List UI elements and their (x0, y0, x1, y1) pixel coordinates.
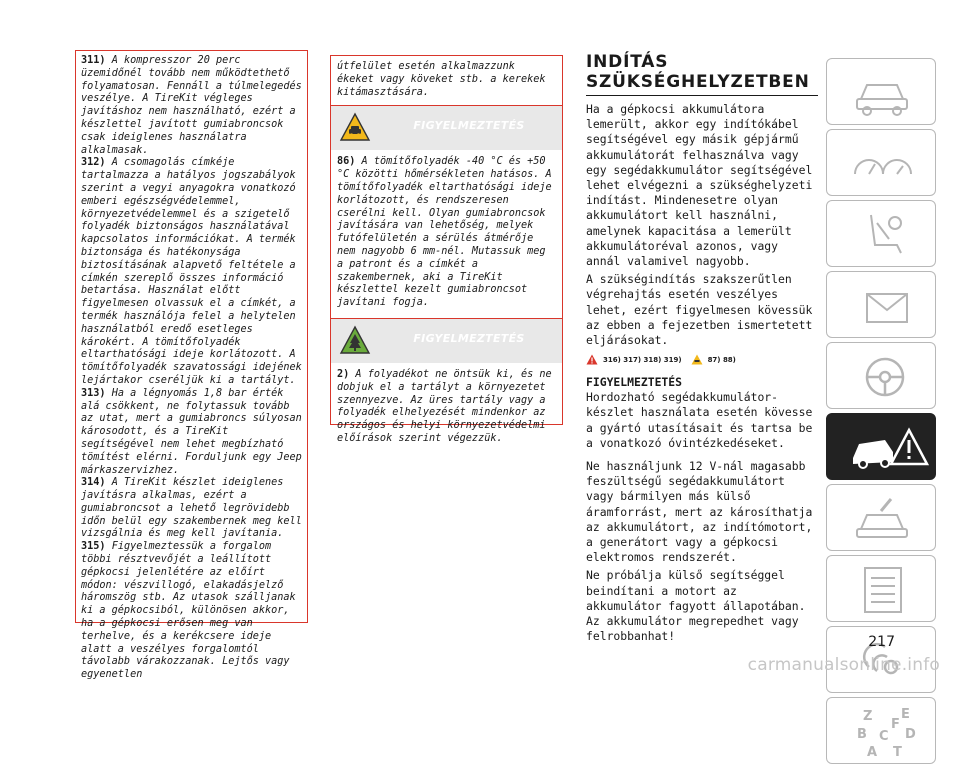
warnings-box-middle (330, 55, 563, 444)
paragraph: A szükségindítás szakszerűtlen végrehajtás esetén veszélyes lehet, ezért figyelmesen kövessük az ebben a fejezetben ismertetett eljárásokat. (586, 272, 813, 348)
warning-item: 311) A kompresszor 20 perc üzemidőnél tovább nem működtethető folyamatosan. Fennáll a túlmelegedés veszélye. A TireKit végleges javításhoz nem használható, ezért a készlettel javított gumiabroncsok csak ideiglenes használatra alkalmasak. (81, 55, 302, 156)
caution-title: FIGYELMEZTETÉS (413, 331, 525, 345)
caution-header (331, 319, 562, 363)
chapter-tab-safety[interactable] (826, 200, 936, 267)
steering-wheel-icon (827, 343, 937, 410)
chapter-tab-driving[interactable] (826, 342, 936, 409)
wrench-car-icon (827, 485, 937, 552)
chapter-tab-messages[interactable] (826, 271, 936, 338)
chapter-tab-index[interactable] (826, 697, 936, 764)
caution-references: 87) 88) (707, 355, 736, 364)
warning-item: 315) Figyelmeztessük a forgalom többi résztvevőjét a leállított gépkocsi jelenlétére az előírt módon: vészvillogó, elakadásjelző háromszög stb. Az utasok szálljanak ki a gépkocsiból, különösen akkor, ha a gépkocsi erősen meg van terhelve, és a kerékcsere ideje alatt a veszélyes forgalomtól távolabb várakozzanak. Lejtős vagy egyenetlen (81, 541, 296, 681)
index-letter: A (867, 745, 878, 760)
index-letter: F (891, 717, 900, 732)
warning-item: 313) Ha a légnyomás 1,8 bar érték alá csökkent, ne folytassuk tovább az utat, mert a gumiabroncs súlyosan károsodott, és a TireKit segítségével nem lehet megbízható tömítést elérni. Forduljunk egy Jeep márkaszervizhez. (81, 387, 302, 476)
subsection-heading: FIGYELMEZTETÉS (586, 375, 683, 390)
chapter-tab-instruments[interactable] (826, 129, 936, 196)
watermark: carmanualsonline.info (747, 655, 940, 675)
subsection-body (586, 390, 818, 644)
paragraph: Ne használjunk 12 V-nál magasabb feszültségű segédakkumulátort vagy bármilyen más külső áramforrást, mert az károsíthatja az akkumulátort, az indítómotort, a generátort vagy a gépkocsi elektromos rendszerét. (586, 459, 813, 565)
alphabetical-index-icon (827, 698, 937, 765)
seat-safety-icon (827, 201, 937, 268)
warning-item: 312) A csomagolás címkéje tartalmazza a hatályos jogszabályok szerint a vegyi anyagokra vonatkozó emberi egészségvédelemmel, környezetvédelemmel és a szigetelő folyadék biztonságos használatával kapcsolatos információkat. A termék biztonsága és hatékonysága biztosításának alapvető feltétele a címkén szereplő összes információ betartása. Használat előtt figyelmesen olvassuk el a címkét, a termék használója felel a helytelen használatból eredő esetleges károkért. A tömítőfolyadék eltarthatósági ideje korlátozott. A tömítőfolyadék szavatossági idejének lejártakor cseréljük ki a tartályt. (81, 157, 302, 386)
index-letter: C (879, 729, 889, 744)
index-letter: B (857, 727, 867, 742)
index-letter: D (905, 727, 916, 742)
paragraph: Hordozható segédakkumulátor-készlet használata esetén kövesse a gyártó utasításait és tartsa be a vonatkozó óvintézkedéseket. (586, 390, 813, 450)
caution-body: 2) A folyadékot ne öntsük ki, és ne dobjuk el a tartályt a környezetet szennyezve. Az üres tartály vagy a folyadék elhelyezését mindenkor az országos és helyi környezetvédelmi előírások szerint végezzük. (337, 368, 552, 444)
warning-item: 314) A TireKit készlet ideiglenes javításra alkalmas, ezért a gumiabroncsot a lehető legrövidebb időn belül egy szakembernek meg kell vizsgálnia és meg kell javítania. (81, 477, 302, 540)
tree-environment-icon (339, 325, 371, 355)
section-title: INDÍTÁS SZÜKSÉGHELYZETBEN (586, 52, 818, 96)
paragraph: Ha a gépkocsi akkumulátora lemerült, akkor egy indítókábel segítségével egy másik gépjármű akkumulátorát felhasználva vagy egy segédakkumulátor segítségével lehet elvégezni a szükséghelyzeti indítást. Mindenesetre olyan akkumulátort kell használni, amelynek kapacitása a lemerült akkumulátoréval azonos, vagy annál valamivel nagyobb. (586, 102, 813, 269)
envelope-icon (827, 272, 937, 339)
car-dashboard-icon (827, 59, 937, 126)
warning-references: 316) 317) 318) 319) (603, 355, 682, 364)
chapter-tab-emergency[interactable] (826, 413, 936, 480)
chapter-tab-maintenance[interactable] (826, 484, 936, 551)
index-letter: T (893, 745, 902, 760)
caution-triangle-icon (691, 354, 703, 365)
main-content-column (586, 52, 818, 645)
specifications-list-icon (827, 556, 937, 623)
car-warning-icon (339, 112, 371, 142)
car-emergency-icon (827, 414, 937, 481)
section-body (586, 102, 818, 348)
caution-title: FIGYELMEZTETÉS (413, 119, 525, 133)
warnings-box-left (75, 50, 308, 681)
page-number: 217 (868, 634, 895, 650)
instrument-cluster-icon (827, 130, 937, 197)
warning-continuation: útfelület esetén alkalmazzunk ékeket vagy köveket stb. a kerekek kitámasztására. (337, 61, 546, 98)
paragraph: Ne próbálja külső segítséggel beindítani a motort az akkumulátor fagyott állapotában. Az akkumulátor megrepedhet vagy felrobbanhat! (586, 568, 806, 644)
chapter-tab-car[interactable] (826, 58, 936, 125)
chapter-tab-specifications[interactable] (826, 555, 936, 622)
warning-triangle-icon (586, 354, 598, 365)
index-letter: E (901, 707, 910, 722)
caution-body: 86) A tömítőfolyadék -40 °C és +50 °C közötti hőmérsékleten hatásos. A tömítőfolyadék eltarthatósági ideje korlátozott, és rendszeresen cserélni kell. Olyan gumiabroncsok javítására van lehetőség, melyek futófelületén a sérülés átmérője nem nagyobb 6 mm-nél. Mutassuk meg a patront és a címkét a szakembernek, aki a TireKit készlettel kezelt gumiabroncsot javítani fogja. (337, 156, 552, 309)
index-letter: Z (863, 709, 873, 724)
references-row (586, 354, 818, 365)
caution-header (331, 106, 562, 150)
